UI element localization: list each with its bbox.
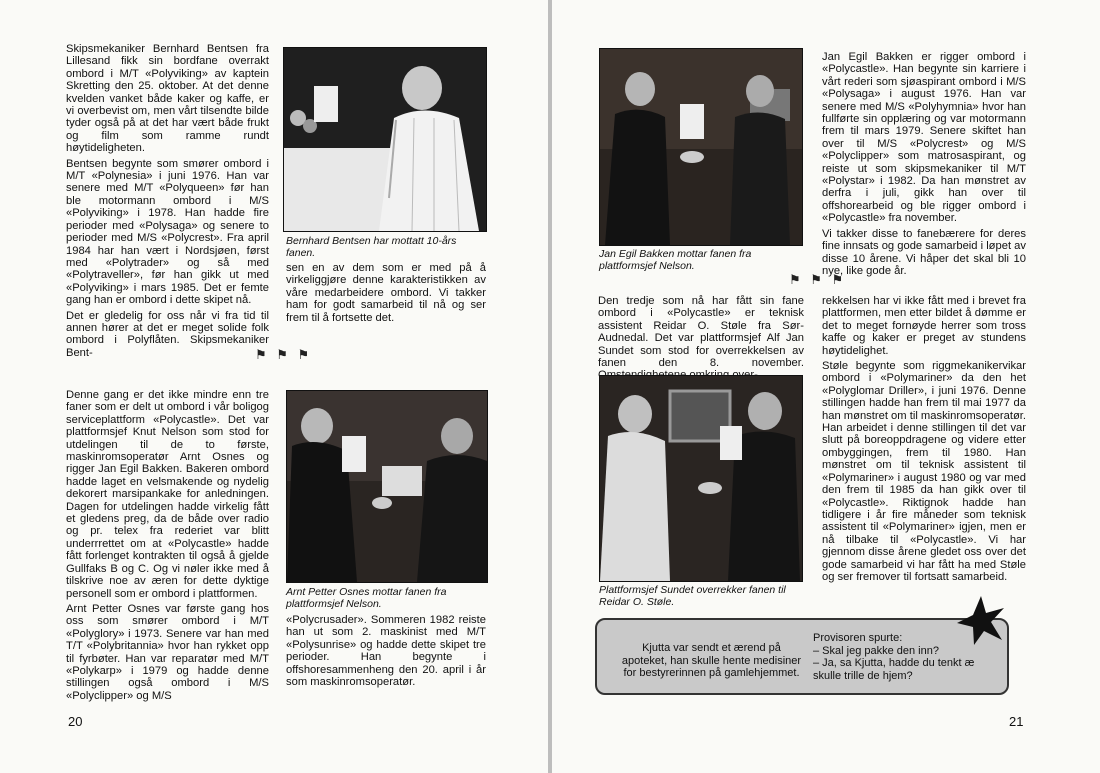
joke-line: – Ja, sa Kjutta, hadde du tenkt æ skulle trille de hjem? <box>813 657 975 682</box>
photo-caption: Plattformsjef Sundet overrekker fanen til Reidar O. Støle. <box>599 584 786 608</box>
joke-box <box>595 618 1009 695</box>
paragraph: Vi takker disse to fanebærere for deres fine innsats og gode samarbeid i løpet av disse 10 årene. Vi håper det skal bli 10 nye, like gode år. <box>822 227 1026 277</box>
article-column-1 <box>66 43 269 362</box>
paragraph: rekkelsen har vi ikke fått med i brevet fra plattformen, men etter bildet å dømme er det to meget fornøyde herrer som tross kaffe og kaker er preget av stundens høytidelighet. <box>822 295 1026 357</box>
paragraph: Bentsen begynte som smører ombord i M/T «Polynesia» i juni 1976. Han var senere med M/T «Polyqueen» før han ble motormann ombord i M/S «Polyviking» i 1978. Han hadde fire perioder med «Polysaga» og senere to perioder med M/S «Polycrest». Fra april 1984 har han vært i Nordsjøen, først med «Polytrader» og så med «Polytraveller», før han gikk ut med «Polyviking» i mars 1985. Det er femte gang han er ombord i dette skipet nå. <box>66 157 269 307</box>
article-column-2 <box>822 51 1026 280</box>
joke-setup: Kjutta var sendt et ærend på apoteket, han skulle hente medisiner for bestyrerinnen på gamlehjemmet. <box>621 642 802 679</box>
article-column-2 <box>286 262 486 327</box>
paragraph: «Polycrusader». Sommeren 1982 reiste han ut som 2. maskinist med M/T «Polysunrise» og hadde dette skipet tre perioder. Han begynte i offshoresammenheng den 20. april i år som maskinromsoperatør. <box>286 614 486 689</box>
article-column-1-bottom <box>66 389 269 705</box>
joke-line: Provisoren spurte: <box>813 632 903 644</box>
photo-bakken <box>599 48 803 246</box>
article-column-1 <box>598 295 804 385</box>
paragraph: Støle begynte som riggmekanikervikar ombord i «Polymariner» da den het «Polyglomar Driller», i juni 1976. Denne stillingen hadde han frem til mai 1977 da han mønstret om til maskinromsoperatør. Han arbeidet i denne stillingen til det var slutt på boreoppdragene og videre etter ombyggingen, frem til 1980. Han mønstret om til teknisk assistent til «Polymariner» i august 1980 og var med den frem til 1985 da han gikk over til «Polycastle». Riktignok hadde han tidligere i år fire måneder som teknisk assistent til «Polymariner» igjen, men er nå tilbake til «Polycastle». Vi har gjennom disse årene gledet oss over det gode samarbeid vi har fått ha med Støle og ser fremover til fortsatt samarbeid. <box>822 360 1026 583</box>
photo-stole <box>599 375 803 582</box>
photo-caption: Arnt Petter Osnes mottar fanen fra plattformsjef Nelson. <box>286 586 447 610</box>
paragraph: sen en av dem som er med på å virkeliggjøre denne karakteristikken av våre medarbeidere ombord. Vi takker ham for godt samarbeid til nå og ser frem til å fortsette det. <box>286 262 486 324</box>
photo-bentsen <box>283 47 487 232</box>
section-divider: ⚑ ⚑ ⚑ <box>789 272 847 287</box>
page-number: 20 <box>68 714 83 729</box>
page-number: 21 <box>1009 714 1024 729</box>
paragraph: Arnt Petter Osnes var første gang hos oss som smører ombord i M/T «Polyglory» i 1973. Senere var han med T/T «Polybritannia» hvor han rykket opp til fyrbøter. Han var reparatør med M/T «Polykarp» i 1979 og hadde denne stillingen også ombord i M/S «Polyclipper» og M/S <box>66 602 269 702</box>
star-icon <box>955 594 1007 646</box>
paragraph: Denne gang er det ikke mindre enn tre faner som er delt ut ombord i vår boligog serviceplattform «Polycastle». Det var plattformsjef Knut Nelson som stod for utdelingen til de to første, maskinromsoperatør Arnt Osnes og rigger Jan Egil Bakken. Bakeren ombord hadde laget en velsmakende og nydelig dekorert marsipankake for anledningen. Dagen for utdelingen hadde virkelig fått et gledens preg, da de både over radio og pr. telex fra rederiet var blitt underrrettet om at «Polycastle» hadde fått forlenget kontrakten til også å gjelde Gullfaks B og C. Og vi nøler ikke med å tilskrive noe av æren for dette dyktige personell som er ombord i plattformen. <box>66 389 269 600</box>
paragraph: Jan Egil Bakken er rigger ombord i «Polycastle». Han begynte sin karriere i vårt rederi som sjøaspirant ombord i M/S «Polysaga» i august 1976. Han var senere med M/S «Polyhymnia» hvor han fullførte sin opplæring og var motormann frem til mars 1979. Senere skiftet han over til M/S «Polycrest» og M/S «Polyclipper» som matrosaspirant, og reiste ut som skipsmekaniker til M/T «Polystar» i 1982. Da han mønstret av derfra i juli, gikk han over til offshorearbeid og ble rigger ombord i «Polycastle» fra november. <box>822 51 1026 225</box>
section-divider: ⚑ ⚑ ⚑ <box>255 347 313 362</box>
photo-caption: Jan Egil Bakken mottar fanen fra plattformsjef Nelson. <box>599 248 752 272</box>
left-page <box>0 0 548 773</box>
paragraph: Det er gledelig for oss når vi fra tid til annen hører at det er meget solide folk ombord i Polyflåten. Skipsmekaniker Bent- <box>66 309 269 359</box>
photo-osnes <box>286 390 488 583</box>
article-column-2-mid <box>822 295 1026 586</box>
article-column-2-bottom <box>286 614 486 691</box>
photo-caption: Bernhard Bentsen har mottatt 10-års fanen. <box>286 235 457 259</box>
paragraph: Den tredje som nå har fått sin fane ombord i «Polycastle» er teknisk assistent Reidar O. Støle fra Sør-Audnedal. Det var plattformsjef Alf Jan Sundet som stod for overrekkelsen av fanen den 8. november. <box>598 295 804 370</box>
paragraph: Skipsmekaniker Bernhard Bentsen fra Lillesand fikk sin bordfane overrakt ombord i M/T «Polyviking» av kaptein Skretting den 25. oktober. At det denne kvelden vanket både kaker og kaffe, er vi overbevist om, men vårt tilsendte bilde tyder også på at det har vært både frukt og film som ramme rundt høytideligheten. <box>66 43 269 155</box>
joke-line: – Skal jeg pakke den inn? <box>813 644 939 657</box>
